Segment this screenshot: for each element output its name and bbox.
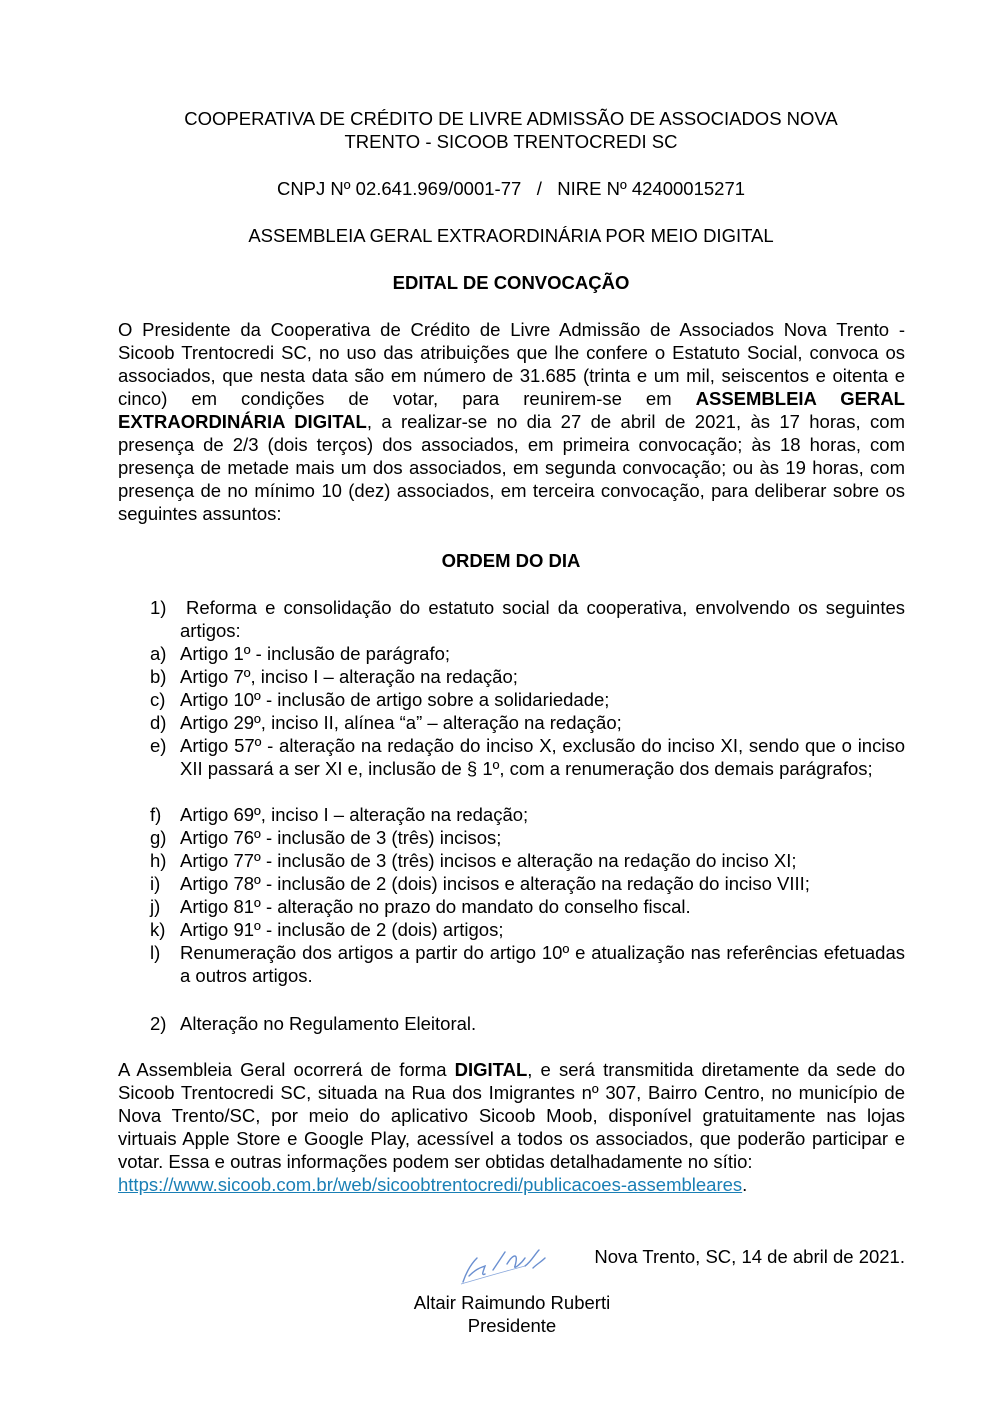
org-name-line1: COOPERATIVA DE CRÉDITO DE LIVRE ADMISSÃO DE ASSOCIADOS NOVA <box>184 108 838 129</box>
registry-numbers: CNPJ Nº 02.641.969/0001-77 / NIRE Nº 42400015271 <box>276 178 746 199</box>
signature-scribble-icon <box>455 1240 575 1290</box>
list-item-letter: j) <box>150 896 161 917</box>
list-item-text: Artigo 1º - inclusão de parágrafo; <box>180 643 451 664</box>
assembly-type: ASSEMBLEIA GERAL EXTRAORDINÁRIA POR MEIO DIGITAL <box>248 225 774 246</box>
list-item-text: Artigo 91º - inclusão de 2 (dois) artigos; <box>180 919 504 940</box>
list-item-letter: e) <box>150 735 167 756</box>
assemblies-link[interactable]: https://www.sicoob.com.br/web/sicoobtrentocredi/publicacoes-assembleares <box>118 1174 743 1195</box>
closing-text-part2: , e será transmitida diretamente da sede do Sicoob Trentocredi SC, situada na Rua dos Imigrantes nº 307, Bairro Centro, no município de Nova Trento/SC, por meio do aplicativo Sicoob Moob, disponível gratuitamente nas lojas virtuais Apple Store e Google Play, acessível a todos os associados, que poderão participar e votar. Essa e outras informações podem ser obtidas detalhadamente no sítio: <box>118 1059 905 1172</box>
edict-title: EDITAL DE CONVOCAÇÃO <box>392 272 630 293</box>
list-item-text: Artigo 78º - inclusão de 2 (dois) incisos e alteração na redação do inciso VIII; <box>180 873 810 894</box>
list-item-letter: k) <box>150 919 166 940</box>
closing-text-part1: A Assembleia Geral ocorrerá de forma <box>118 1059 455 1080</box>
intro-paragraph <box>118 318 905 525</box>
closing-bold-text: DIGITAL <box>454 1059 528 1080</box>
signer-name: Altair Raimundo Ruberti <box>413 1292 611 1313</box>
agenda-title: ORDEM DO DIA <box>441 550 581 571</box>
list-item-letter: d) <box>150 712 167 733</box>
signer-role: Presidente <box>467 1315 557 1336</box>
list-item-text: Artigo 81º - alteração no prazo do mandato do conselho fiscal. <box>180 896 691 917</box>
list-item-letter: l) <box>150 942 161 963</box>
list-item-letter: f) <box>150 804 162 825</box>
list-item-text: Artigo 69º, inciso I – alteração na redação; <box>180 804 529 825</box>
list-item-text: Artigo 77º - inclusão de 3 (três) incisos e alteração na redação do inciso XI; <box>180 850 797 871</box>
place-and-date: Nova Trento, SC, 14 de abril de 2021. <box>594 1246 905 1267</box>
list-item-text: Artigo 29º, inciso II, alínea “a” – alteração na redação; <box>180 712 622 733</box>
handwritten-signature <box>455 1240 575 1290</box>
list-item-text: Artigo 10º - inclusão de artigo sobre a solidariedade; <box>180 689 610 710</box>
list-item-letter: g) <box>150 827 167 848</box>
list-item-letter: a) <box>150 643 167 664</box>
link-suffix: . <box>742 1174 748 1195</box>
agenda-item-1-text: Reforma e consolidação do estatuto social da cooperativa, envolvendo os seguintes artigos: <box>180 597 905 641</box>
list-item-letter: c) <box>150 689 166 710</box>
document-header <box>118 107 904 153</box>
list-item-text: Renumeração dos artigos a partir do artigo 10º e atualização nas referências efetuadas a outros artigos. <box>180 942 905 986</box>
list-item-letter: b) <box>150 666 167 687</box>
agenda-item-2-text: Alteração no Regulamento Eleitoral. <box>180 1013 477 1034</box>
intro-text-part2: , a realizar-se no dia 27 de abril de 2021, às 17 horas, com presença de 2/3 (dois terços) dos associados, em primeira convocação; às 18 horas, com presença de metade mais um dos associados, em segunda convocação; ou às 19 horas, com presença de no mínimo 10 (dez) associados, em terceira convocação, para deliberar sobre os seguintes assuntos: <box>118 411 905 524</box>
list-item-text: Artigo 76º - inclusão de 3 (três) incisos; <box>180 827 502 848</box>
closing-paragraph <box>118 1058 905 1196</box>
org-name-line2: TRENTO - SICOOB TRENTOCREDI SC <box>344 131 678 152</box>
intro-bold-text: ASSEMBLEIA GERAL EXTRAORDINÁRIA DIGITAL <box>118 388 905 432</box>
agenda-item-2-number: 2) <box>150 1013 167 1034</box>
intro-text-part1: O Presidente da Cooperativa de Crédito de Livre Admissão de Associados Nova Trento - Sicoob Trentocredi SC, no uso das atribuições que lhe confere o Estatuto Social, convoca os associados, que nesta data são em número de 31.685 (trinta e um mil, seiscentos e oitenta e cinco) em condições de votar, para reunirem-se em <box>118 319 905 409</box>
list-item-letter: h) <box>150 850 167 871</box>
agenda-item-1-number: 1) <box>150 597 167 618</box>
list-item-text: Artigo 7º, inciso I – alteração na redação; <box>180 666 518 687</box>
list-item-letter: i) <box>150 873 161 894</box>
list-item-text: Artigo 57º - alteração na redação do inciso X, exclusão do inciso XI, sendo que o inciso XII passará a ser XI e, inclusão de § 1º, com a renumeração dos demais parágrafos; <box>180 735 905 779</box>
